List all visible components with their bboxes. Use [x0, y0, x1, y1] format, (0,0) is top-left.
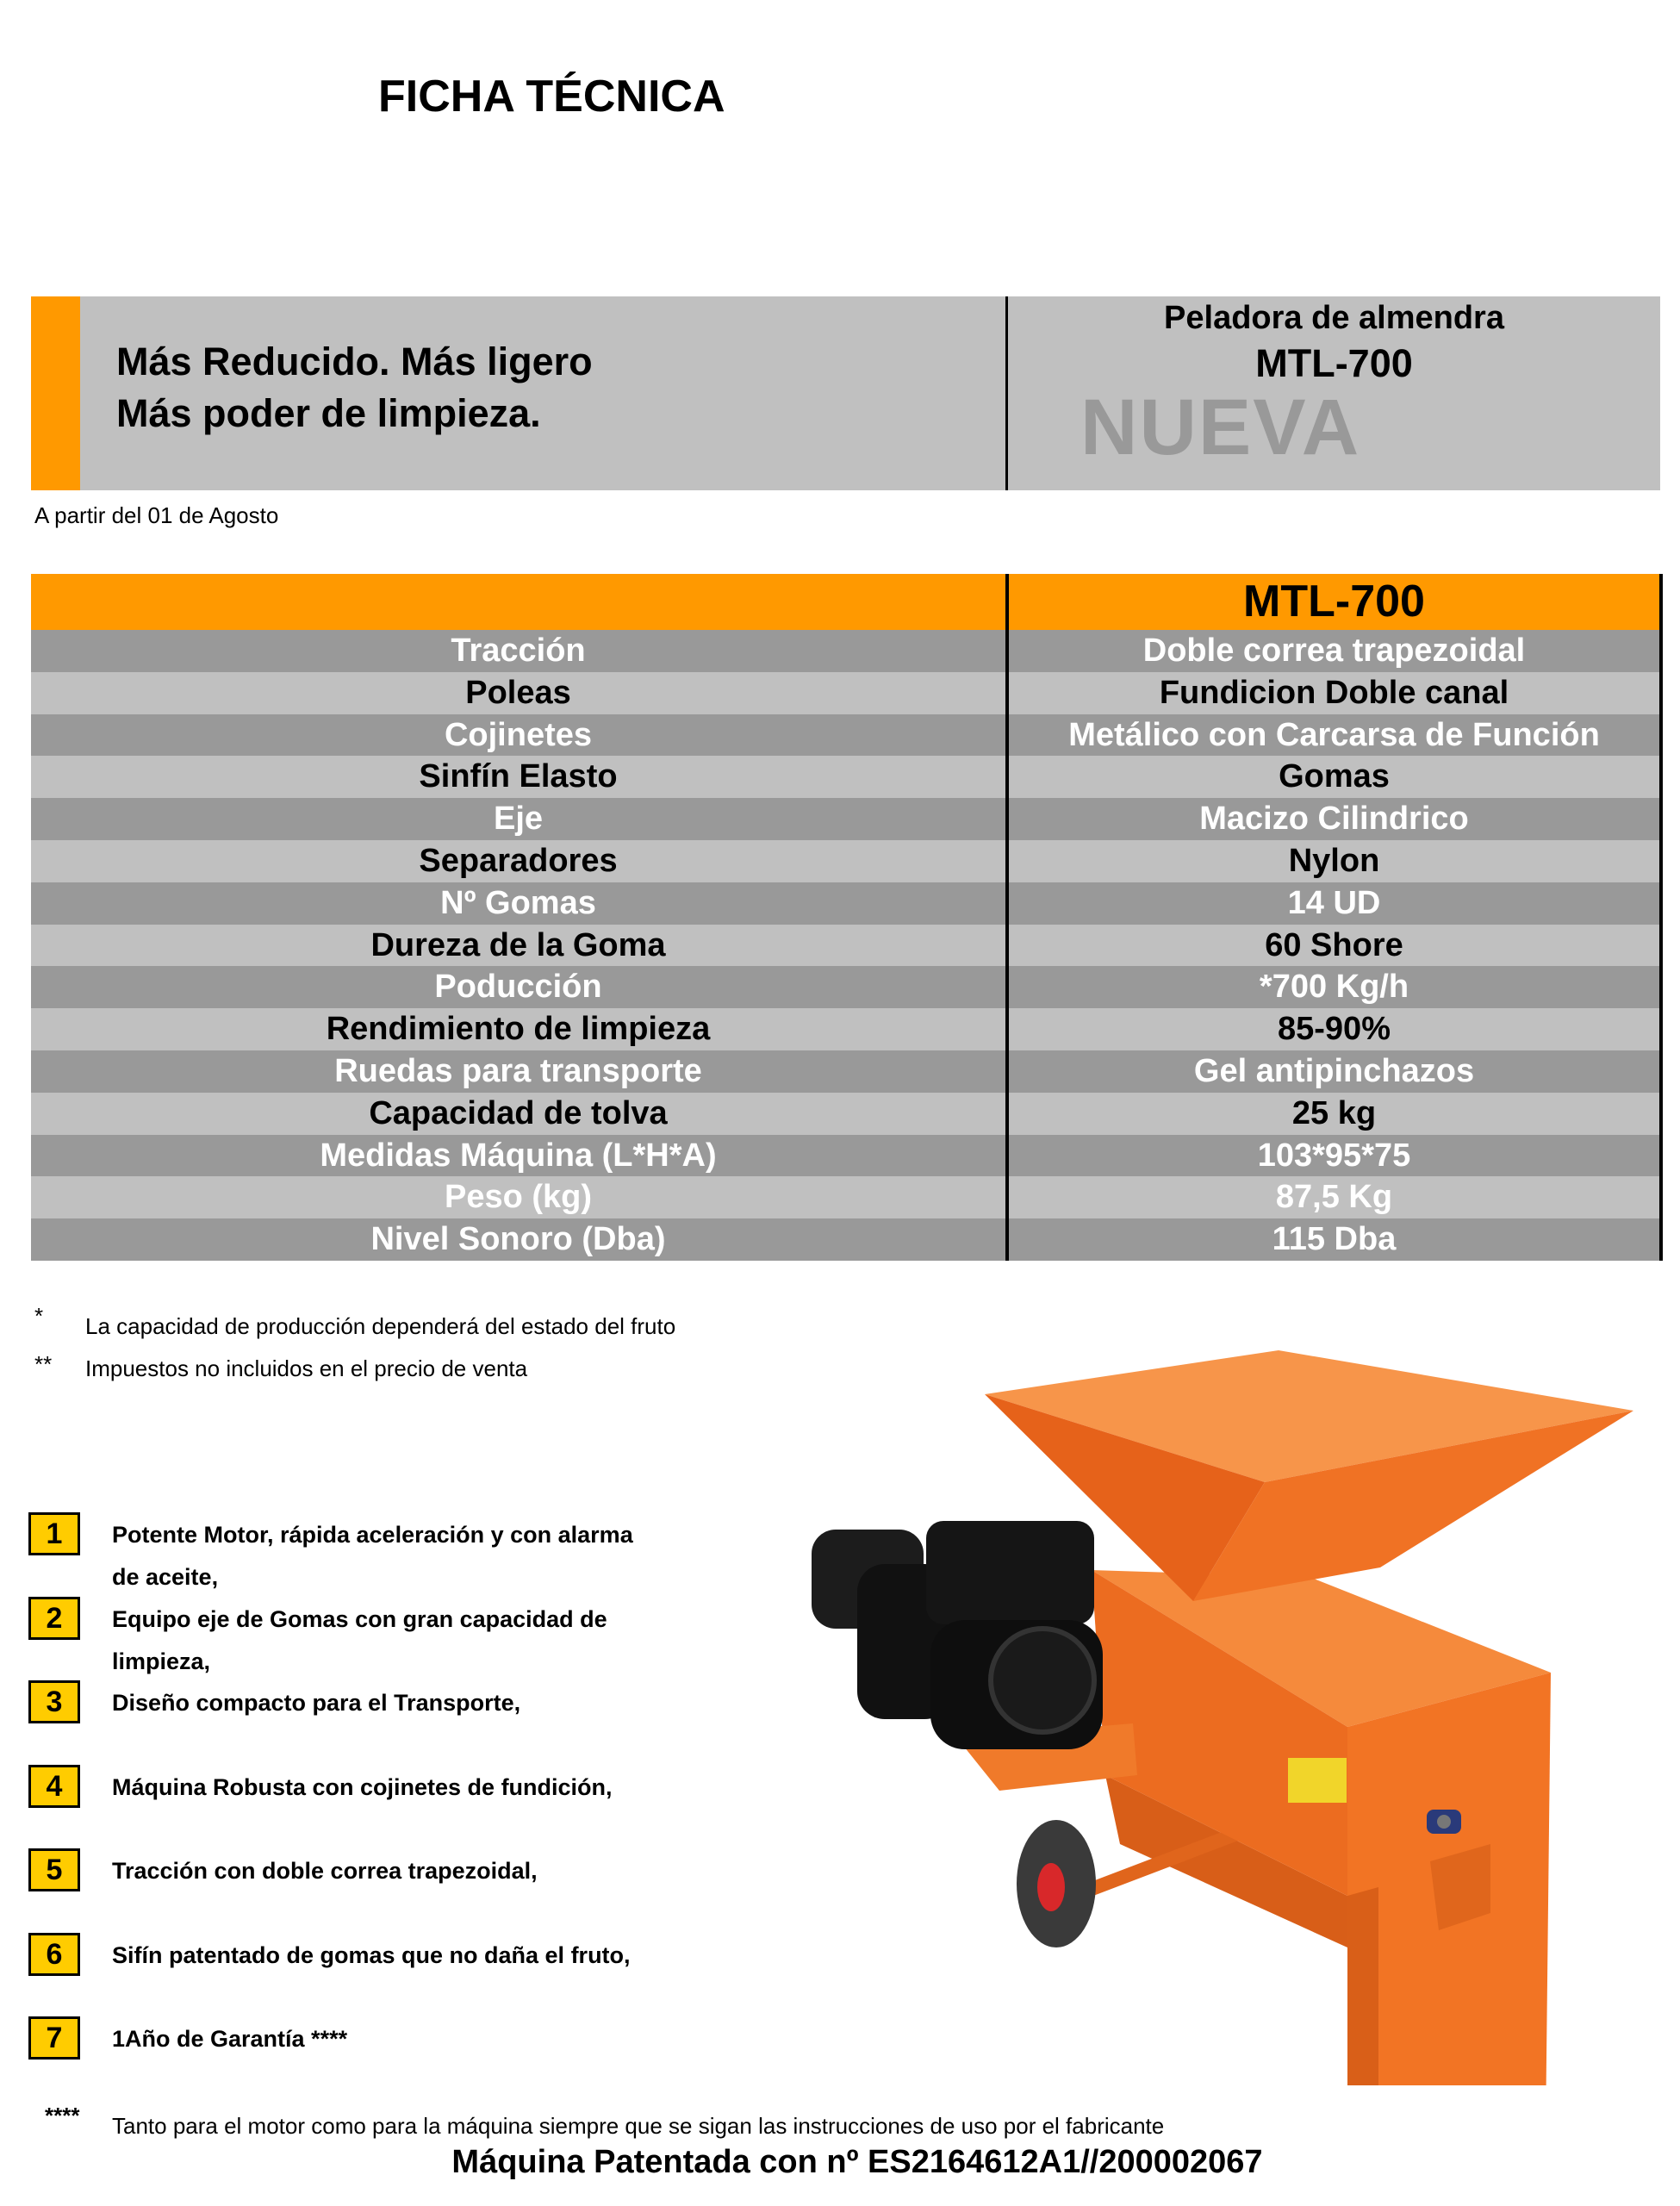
spec-value: 60 Shore [1007, 925, 1661, 967]
page-title: FICHA TÉCNICA [378, 72, 725, 122]
feature-text: Sifín patentado de gomas que no daña el fruto, [112, 1941, 631, 1968]
table-row [31, 840, 1661, 882]
footnote-mark: **** [45, 2103, 80, 2128]
table-row [31, 756, 1661, 798]
spec-value: Doble correa trapezoidal [1007, 630, 1661, 672]
spec-value: Gomas [1007, 756, 1661, 798]
spec-label: Tracción [31, 630, 1007, 672]
table-row [31, 630, 1661, 672]
feature-text: de aceite, [112, 1564, 219, 1590]
table-row [31, 966, 1661, 1008]
table-row [31, 1050, 1661, 1093]
table-row [31, 672, 1661, 714]
product-model: MTL-700 [1255, 341, 1413, 385]
table-row [31, 882, 1661, 925]
spec-label: Poducción [31, 966, 1007, 1008]
spec-label: Nº Gomas [31, 882, 1007, 925]
feature-number-badge: 4 [28, 1765, 80, 1808]
feature-number-badge: 1 [28, 1512, 80, 1555]
spec-value: Gel antipinchazos [1007, 1050, 1661, 1093]
note-mark: * [34, 1303, 44, 1329]
note-text: La capacidad de producción dependerá del estado del fruto [85, 1313, 676, 1339]
spec-value: 87,5 Kg [1007, 1176, 1661, 1218]
spec-value: Metálico con Carcarsa de Función [1007, 714, 1661, 757]
new-badge: NUEVA [1080, 383, 1361, 471]
feature-number-badge: 7 [28, 2016, 80, 2060]
spec-value: 103*95*75 [1007, 1135, 1661, 1177]
spec-label: Cojinetes [31, 714, 1007, 757]
spec-label: Rendimiento de limpieza [31, 1008, 1007, 1050]
effective-date: A partir del 01 de Agosto [34, 502, 279, 528]
spec-value: 85-90% [1007, 1008, 1661, 1050]
spec-label: Eje [31, 798, 1007, 840]
header-model-cell: MTL-700 [1007, 574, 1661, 630]
table-row [31, 1093, 1661, 1135]
wheel [1017, 1820, 1096, 1947]
spec-value: 25 kg [1007, 1093, 1661, 1135]
footnote-text: Tanto para el motor como para la máquina siempre que se sigan las instrucciones de uso por el fabricante [112, 2113, 1165, 2139]
spec-value: Macizo Cilindrico [1007, 798, 1661, 840]
feature-number-badge: 6 [28, 1933, 80, 1976]
table-row [31, 798, 1661, 840]
note-mark: ** [34, 1351, 53, 1377]
patent-number: Máquina Patentada con nº ES2164612A1//200002067 [451, 2144, 1263, 2180]
spec-label: Sinfín Elasto [31, 756, 1007, 798]
spec-value: Fundicion Doble canal [1007, 672, 1661, 714]
table-row [31, 714, 1661, 757]
spec-value: *700 Kg/h [1007, 966, 1661, 1008]
table-header-row [31, 574, 1661, 630]
spec-label: Separadores [31, 840, 1007, 882]
spec-value: Nylon [1007, 840, 1661, 882]
table-row [31, 1135, 1661, 1177]
spec-label: Peso (kg) [31, 1176, 1007, 1218]
spec-label: Dureza de la Goma [31, 925, 1007, 967]
feature-text: Equipo eje de Gomas con gran capacidad de [112, 1605, 607, 1632]
feature-text: 1Año de Garantía **** [112, 2026, 348, 2052]
feature-number-badge: 2 [28, 1597, 80, 1640]
spec-label: Poleas [31, 672, 1007, 714]
spec-value: 115 Dba [1007, 1218, 1661, 1261]
feature-text: Diseño compacto para el Transporte, [112, 1690, 521, 1716]
spec-value: 14 UD [1007, 882, 1661, 925]
spec-label: Medidas Máquina (L*H*A) [31, 1135, 1007, 1177]
spec-label: Capacidad de tolva [31, 1093, 1007, 1135]
spec-table [31, 574, 1663, 1261]
spec-label: Nivel Sonoro (Dba) [31, 1218, 1007, 1261]
table-row [31, 925, 1661, 967]
slogan-line-2: Más poder de limpieza. [116, 391, 541, 435]
table-row [31, 1218, 1661, 1261]
feature-text: Máquina Robusta con cojinetes de fundición, [112, 1773, 613, 1800]
note-text: Impuestos no incluidos en el precio de venta [85, 1355, 528, 1381]
feature-number-badge: 3 [28, 1680, 80, 1723]
slogan-line-1: Más Reducido. Más ligero [116, 340, 593, 383]
product-type: Peladora de almendra [1164, 300, 1504, 336]
feature-text: limpieza, [112, 1648, 211, 1674]
table-row [31, 1176, 1661, 1218]
header-blank-cell [31, 574, 1007, 630]
feature-text: Potente Motor, rápida aceleración y con alarma [112, 1522, 633, 1548]
spec-label: Ruedas para transporte [31, 1050, 1007, 1093]
feature-text: Tracción con doble correa trapezoidal, [112, 1858, 538, 1884]
product-banner [31, 296, 1660, 490]
feature-number-badge: 5 [28, 1848, 80, 1891]
table-row [31, 1008, 1661, 1050]
engine [812, 1521, 1103, 1749]
accent-strip [31, 296, 80, 490]
machine-photo [775, 1293, 1637, 2085]
